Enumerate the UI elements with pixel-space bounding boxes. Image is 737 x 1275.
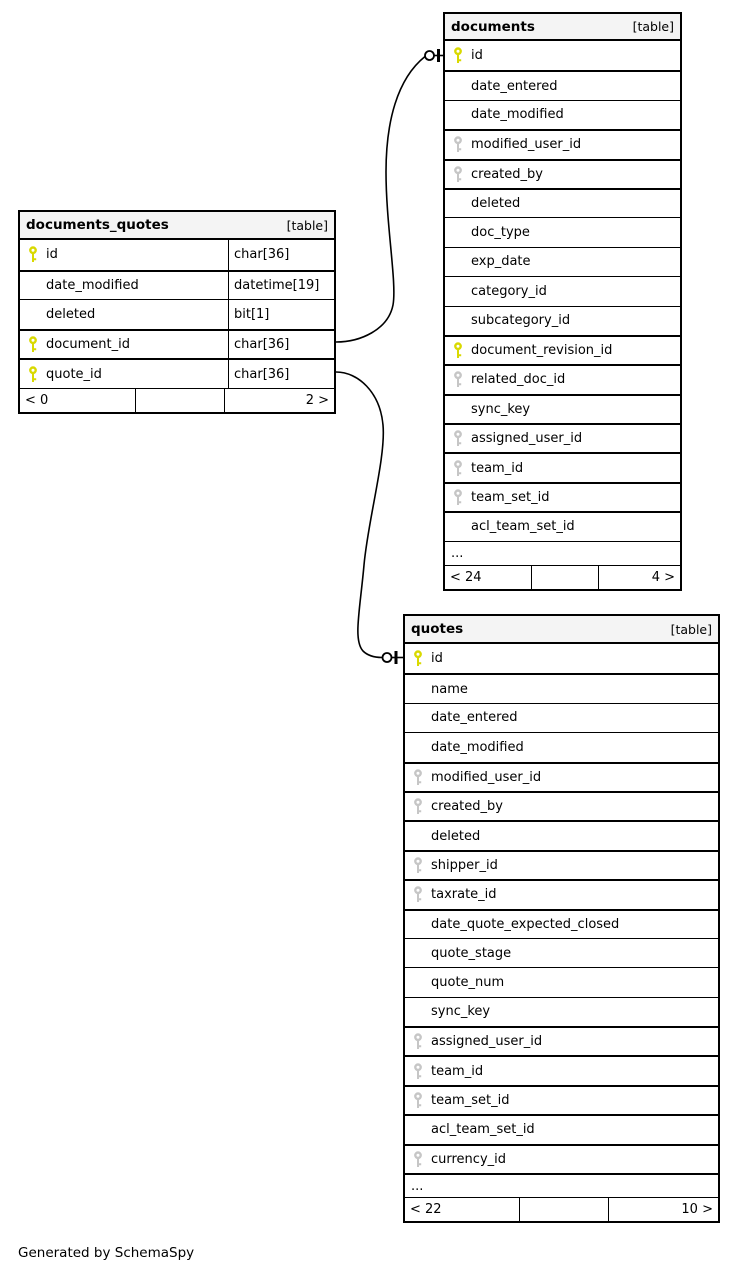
column-name: date_entered (431, 710, 518, 726)
column-row-date_entered (405, 703, 718, 732)
table-title[interactable]: quotes (411, 621, 464, 637)
more-columns-ellipsis: ... (445, 541, 680, 565)
column-name: category_id (471, 283, 547, 299)
foreign-key-icon (452, 166, 465, 183)
column-type: char[36] (228, 331, 334, 359)
key-cell (405, 886, 431, 903)
column-row-team_id (445, 452, 680, 481)
column-row-acl_team_set_id (445, 511, 680, 540)
column-name: date_entered (471, 78, 558, 94)
column-name: team_set_id (431, 1093, 510, 1109)
column-row-subcategory_id (445, 306, 680, 335)
column-row-modified_user_id (445, 129, 680, 158)
foreign-key-icon (412, 1063, 425, 1080)
column-name: sync_key (471, 401, 531, 417)
table-documents (443, 12, 682, 591)
column-row-assigned_user_id (445, 423, 680, 452)
column-row-created_by (405, 791, 718, 820)
key-cell (445, 430, 471, 447)
column-name: assigned_user_id (471, 431, 583, 447)
footer-middle-cell (531, 566, 598, 589)
footer-parents-count: 2 > (224, 389, 334, 412)
column-name: quote_num (431, 974, 505, 990)
column-row-quote_stage (405, 938, 718, 967)
table-title[interactable]: documents (451, 18, 535, 35)
key-cell (405, 1092, 431, 1109)
key-cell (405, 1151, 431, 1168)
column-name: id (431, 651, 443, 667)
primary-key-icon (27, 336, 40, 353)
column-name: team_id (431, 1063, 484, 1079)
column-row-exp_date (445, 247, 680, 276)
column-name: modified_user_id (471, 137, 582, 153)
more-columns-ellipsis: ... (405, 1173, 718, 1197)
key-cell (445, 342, 471, 359)
column-name: date_modified (46, 277, 139, 293)
column-row-team_set_id (405, 1085, 718, 1114)
foreign-key-icon (452, 430, 465, 447)
foreign-key-icon (412, 798, 425, 815)
column-row-assigned_user_id (405, 1026, 718, 1055)
table-tag: [table] (286, 217, 328, 233)
foreign-key-icon (452, 460, 465, 477)
primary-key-icon (27, 366, 40, 383)
column-name: currency_id (431, 1151, 507, 1167)
footer-middle-cell (519, 1198, 608, 1221)
column-row-date_modified (445, 100, 680, 129)
column-name: quote_stage (431, 945, 512, 961)
column-name: deleted (46, 306, 96, 322)
column-row-shipper_id (405, 850, 718, 879)
column-type: char[36] (228, 240, 334, 270)
column-name: modified_user_id (431, 769, 542, 785)
cardinality-zero-marker (425, 51, 434, 60)
foreign-key-icon (452, 136, 465, 153)
column-row-related_doc_id (445, 364, 680, 393)
column-row-team_id (405, 1055, 718, 1084)
column-name: exp_date (471, 254, 531, 270)
column-name: created_by (431, 799, 503, 815)
footer-children-count: < 22 (410, 1202, 442, 1218)
key-cell (445, 460, 471, 477)
column-row-modified_user_id (405, 762, 718, 791)
column-name: deleted (431, 828, 481, 844)
footer-parents-count: 10 > (608, 1198, 718, 1221)
footer-middle-cell (135, 389, 224, 412)
key-cell (405, 1033, 431, 1050)
column-name: team_set_id (471, 490, 550, 506)
cardinality-zero-marker (383, 653, 392, 662)
key-cell (445, 166, 471, 183)
column-row-sync_key (405, 997, 718, 1026)
column-name: name (431, 681, 468, 697)
column-row-category_id (445, 276, 680, 305)
column-row-document_revision_id (445, 335, 680, 364)
generated-by-note: Generated by SchemaSpy (18, 1245, 195, 1261)
key-cell (445, 489, 471, 506)
column-row-quote_id (20, 358, 334, 388)
table-header-documents_quotes[interactable] (20, 212, 334, 240)
column-row-date_modified (20, 270, 334, 300)
column-name: sync_key (431, 1004, 491, 1020)
column-row-id (405, 644, 718, 673)
column-name: created_by (471, 166, 543, 182)
table-tag: [table] (632, 19, 674, 34)
column-name: taxrate_id (431, 887, 497, 903)
foreign-key-icon (412, 1092, 425, 1109)
column-row-name (405, 673, 718, 702)
column-row-deleted (20, 299, 334, 329)
key-cell (20, 366, 46, 383)
column-row-deleted (445, 188, 680, 217)
column-name: assigned_user_id (431, 1034, 543, 1050)
foreign-key-icon (452, 371, 465, 388)
primary-key-icon (452, 342, 465, 359)
column-row-created_by (445, 159, 680, 188)
key-cell (405, 650, 431, 667)
column-name: document_id (46, 337, 130, 353)
table-header-documents[interactable] (445, 14, 680, 41)
key-cell (445, 47, 471, 64)
column-name: shipper_id (431, 857, 498, 873)
column-name: document_revision_id (471, 343, 613, 359)
column-row-currency_id (405, 1144, 718, 1173)
column-name: team_id (471, 460, 524, 476)
column-name: deleted (471, 196, 521, 212)
column-type: datetime[19] (228, 272, 334, 300)
key-cell (405, 798, 431, 815)
column-name: related_doc_id (471, 372, 566, 388)
column-row-date_entered (445, 70, 680, 99)
primary-key-icon (412, 650, 425, 667)
foreign-key-icon (412, 769, 425, 786)
table-footer (405, 1197, 718, 1221)
table-quotes (403, 614, 720, 1223)
foreign-key-icon (412, 857, 425, 874)
key-cell (405, 1063, 431, 1080)
relationship-curve-document_id-to-documents (336, 57, 425, 343)
column-name: date_modified (471, 107, 564, 123)
footer-parents-count: 4 > (598, 566, 680, 589)
column-name: subcategory_id (471, 313, 571, 329)
column-row-date_quote_expected_closed (405, 909, 718, 938)
foreign-key-icon (412, 1151, 425, 1168)
footer-children-count: < 24 (450, 569, 482, 585)
column-row-quote_num (405, 967, 718, 996)
column-name: doc_type (471, 225, 530, 241)
column-row-date_modified (405, 732, 718, 761)
foreign-key-icon (412, 1033, 425, 1050)
column-row-doc_type (445, 217, 680, 246)
column-name: quote_id (46, 366, 102, 382)
table-title[interactable]: documents_quotes (26, 217, 169, 233)
column-type: bit[1] (228, 300, 334, 329)
column-name: id (471, 48, 483, 64)
key-cell (405, 857, 431, 874)
column-type: char[36] (228, 360, 334, 388)
table-footer (445, 565, 680, 589)
key-cell (20, 336, 46, 353)
column-row-id (445, 41, 680, 70)
column-name: id (46, 247, 58, 263)
key-cell (445, 136, 471, 153)
column-row-team_set_id (445, 482, 680, 511)
foreign-key-icon (412, 886, 425, 903)
key-cell (405, 769, 431, 786)
column-row-document_id (20, 329, 334, 359)
column-row-taxrate_id (405, 879, 718, 908)
footer-children-count: < 0 (25, 392, 49, 408)
table-footer (20, 388, 334, 412)
column-name: acl_team_set_id (471, 519, 575, 535)
column-row-id (20, 240, 334, 270)
table-documents_quotes (18, 210, 336, 414)
table-header-quotes[interactable] (405, 616, 718, 644)
foreign-key-icon (452, 489, 465, 506)
table-tag: [table] (670, 621, 712, 637)
key-cell (445, 371, 471, 388)
column-row-deleted (405, 820, 718, 849)
key-cell (20, 246, 46, 263)
relationship-curve-quote_id-to-quotes (336, 372, 383, 658)
primary-key-icon (452, 47, 465, 64)
column-name: date_quote_expected_closed (431, 916, 620, 932)
column-row-acl_team_set_id (405, 1114, 718, 1143)
column-name: date_modified (431, 739, 524, 755)
column-row-sync_key (445, 394, 680, 423)
column-name: acl_team_set_id (431, 1122, 535, 1138)
primary-key-icon (27, 246, 40, 263)
